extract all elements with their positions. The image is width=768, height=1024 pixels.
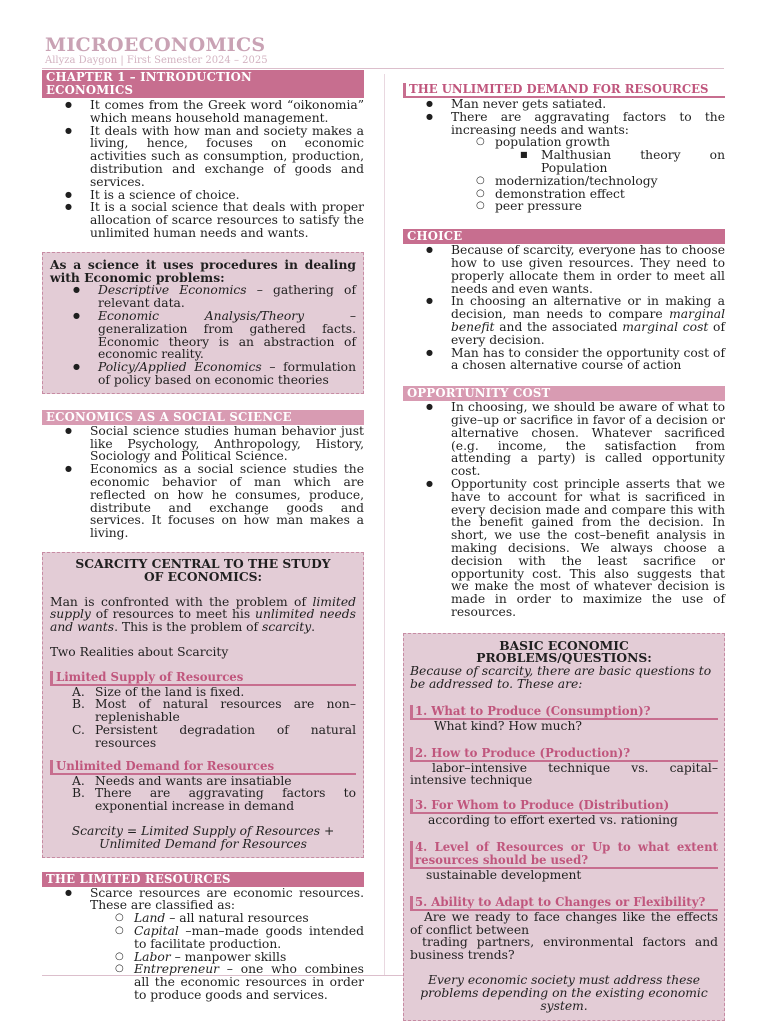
list-item: ● In choosing, we should be aware of what to give–up or sacrifice in favor of a decision or alternative chosen. Whatever sacrificed (e.g. income, the satisfaction from attending a party) is called opportunity cost. bbox=[403, 401, 725, 478]
list-item: ● It is a science of choice. bbox=[42, 189, 364, 202]
list-item: ■ Malthusian theory on Population bbox=[435, 149, 725, 175]
list-item: B. Most of natural resources are non–replenishable bbox=[50, 698, 356, 724]
definition: – generalization from gathered facts. Economic theory is an abstraction of economic reality. bbox=[98, 308, 356, 362]
term: Capital bbox=[134, 924, 179, 939]
list-item: ● Scarce resources are economic resources. These are classified as: bbox=[42, 887, 364, 913]
term: Labor bbox=[134, 949, 171, 964]
procedures-box bbox=[42, 252, 364, 394]
list-item: ○ modernization/technology bbox=[435, 175, 725, 188]
term: Entrepreneur bbox=[134, 962, 220, 977]
list-item: A. Needs and wants are insatiable bbox=[50, 775, 356, 788]
limited-supply-heading: Limited Supply of Resources bbox=[50, 671, 356, 686]
question-3: 3. For Whom to Produce (Distribution) bbox=[410, 799, 718, 814]
list-item: ● It deals with how man and society makes a living, hence, focuses on economic activities such as consumption, production, distribution and exchange of goods and services. bbox=[42, 125, 364, 189]
column-divider bbox=[384, 74, 385, 976]
resource-types-list bbox=[42, 912, 364, 1002]
population-sublist bbox=[403, 149, 725, 175]
list-item bbox=[50, 284, 356, 310]
term: Policy/Applied Economics bbox=[98, 360, 262, 375]
list-item: ● Social science studies human behavior just like Psychology, Anthropology, History, Sociology and Political Science. bbox=[42, 425, 364, 463]
economic-problems-box bbox=[403, 633, 725, 1022]
answer-5-line-2: trading partners, environmental factors and business trends? bbox=[410, 935, 718, 963]
two-realities-label: Two Realities about Scarcity bbox=[50, 644, 229, 659]
scarcity-box bbox=[42, 552, 364, 858]
unlimited-demand-heading: Unlimited Demand for Resources bbox=[50, 760, 356, 775]
opportunity-cost-heading: OPPORTUNITY COST bbox=[403, 386, 725, 401]
list-item: ○ peer pressure bbox=[435, 200, 725, 213]
list-item: ○ demonstration effect bbox=[435, 188, 725, 201]
term: Economic Analysis/Theory bbox=[98, 308, 305, 323]
unlimited-demand-section-heading: THE UNLIMITED DEMAND FOR RESOURCES bbox=[403, 83, 725, 98]
list-item: B. There are aggravating factors to exponential increase in demand bbox=[50, 787, 356, 813]
economics-list bbox=[42, 99, 364, 240]
answer-1: What kind? How much? bbox=[434, 718, 582, 733]
limited-resources-heading: THE LIMITED RESOURCES bbox=[42, 872, 364, 887]
social-science-heading: ECONOMICS AS A SOCIAL SCIENCE bbox=[42, 410, 364, 425]
opportunity-cost-list bbox=[403, 401, 725, 619]
question-1: 1. What to Produce (Consumption)? bbox=[410, 705, 718, 720]
list-item: ● Man has to consider the opportunity cost of a chosen alternative course of action bbox=[403, 347, 725, 373]
question-2: 2. How to Produce (Production)? bbox=[410, 747, 718, 762]
question-4: 4. Level of Resources or Up to what extent resources should be used? bbox=[410, 841, 718, 869]
limited-resources-list bbox=[42, 887, 364, 913]
list-item: ● Economics as a social science studies the economic behavior of man which are reflected on how he consumes, produce, distribute and exchange goods and services. It focuses on how man makes a living. bbox=[42, 463, 364, 540]
limited-supply-list bbox=[50, 686, 356, 750]
list-item: ● Because of scarcity, everyone has to choose how to use given resources. They need to properly allocate them in order to meet all needs and even wants. bbox=[403, 244, 725, 295]
list-item bbox=[74, 963, 364, 1001]
list-item: ● Opportunity cost principle asserts that we have to account for what is sacrificed in every decision made and compare this with the benefit gained from the decision. In short, we use the cost–benefit analysis in making decisions. We always choose a decision with the least sacrifice or opportunity cost. This also suggests that we make the most of whatever decision is made in order to maximize the use of resources. bbox=[403, 478, 725, 619]
answer-2: labor–intensive technique vs. capital–intensive technique bbox=[410, 760, 718, 788]
list-item: ● Man never gets satiated. bbox=[403, 98, 725, 111]
scarcity-intro: Man is confronted with the problem of limited supply of resources to meet his unlimited needs and wants. This is the problem of scarcity. bbox=[50, 594, 356, 635]
list-item: A. Size of the land is fixed. bbox=[50, 686, 356, 699]
question-5: 5. Ability to Adapt to Changes or Flexibility? bbox=[410, 896, 718, 911]
scarcity-formula: Scarcity = Limited Supply of Resources + Unlimited Demand for Resources bbox=[71, 824, 335, 851]
document-title: MICROECONOMICS bbox=[45, 34, 266, 56]
list-item: ○ population growth bbox=[435, 136, 725, 149]
document-subtitle: Allyza Daygon | First Semester 2024 – 2025 bbox=[45, 55, 268, 66]
list-item: ● It is a social science that deals with proper allocation of scarce resources to satisfy the unlimited human needs and wants. bbox=[42, 201, 364, 239]
definition: – one who combines all the economic resources in order to produce goods and services. bbox=[134, 962, 364, 1003]
list-item bbox=[50, 361, 356, 387]
definition: – all natural resources bbox=[165, 911, 309, 926]
unlimited-demand-list bbox=[403, 98, 725, 136]
problems-title: BASIC ECONOMIC PROBLEMS/QUESTIONS: bbox=[476, 637, 652, 666]
chapter-title: CHAPTER 1 – INTRODUCTION bbox=[46, 70, 252, 84]
list-item: C. Persistent degradation of natural resources bbox=[50, 724, 356, 750]
choice-list bbox=[403, 244, 725, 372]
economics-heading: ECONOMICS bbox=[46, 83, 134, 97]
page-header bbox=[45, 34, 725, 66]
definition: –man–made goods intended to facilitate production. bbox=[134, 924, 364, 951]
procedures-list bbox=[50, 284, 356, 386]
list-item: ● It comes from the Greek word “oikonomia” which means household management. bbox=[42, 99, 364, 125]
term: Descriptive Economics bbox=[98, 283, 247, 298]
definition: – formulation of policy based on economic theories bbox=[98, 360, 356, 387]
social-science-list bbox=[42, 425, 364, 540]
demand-factors-list-continued bbox=[403, 175, 725, 213]
right-column bbox=[403, 83, 725, 1021]
scarcity-title: SCARCITY CENTRAL TO THE STUDY OF ECONOMICS: bbox=[75, 555, 331, 584]
list-item bbox=[74, 925, 364, 951]
left-column bbox=[42, 70, 364, 1002]
chapter-heading bbox=[42, 70, 364, 98]
choice-heading: CHOICE bbox=[403, 229, 725, 244]
definition: – manpower skills bbox=[170, 949, 287, 964]
definition: – gathering of relevant data. bbox=[98, 283, 356, 311]
list-item bbox=[50, 310, 356, 361]
answer-5-line-1: Are we ready to face changes like the effects of conflict between bbox=[410, 909, 718, 937]
answer-4: sustainable development bbox=[426, 868, 582, 883]
unlimited-demand-list bbox=[50, 775, 356, 813]
problems-intro: Because of scarcity, there are basic questions to be addressed to. These are: bbox=[410, 664, 712, 692]
answer-3: according to effort exerted vs. rationing bbox=[428, 813, 678, 828]
term: Land bbox=[134, 911, 166, 926]
list-item: ● There are aggravating factors to the increasing needs and wants: bbox=[403, 111, 725, 137]
header-divider bbox=[42, 68, 724, 69]
list-item: ● In choosing an alternative or in making a decision, man needs to compare marginal benefit and the associated marginal cost of every decision. bbox=[403, 295, 725, 346]
problems-closing: Every economic society must address these problems depending on the existing economic system. bbox=[420, 973, 708, 1013]
procedures-title: As a science it uses procedures in dealing with Economic problems: bbox=[50, 256, 356, 285]
